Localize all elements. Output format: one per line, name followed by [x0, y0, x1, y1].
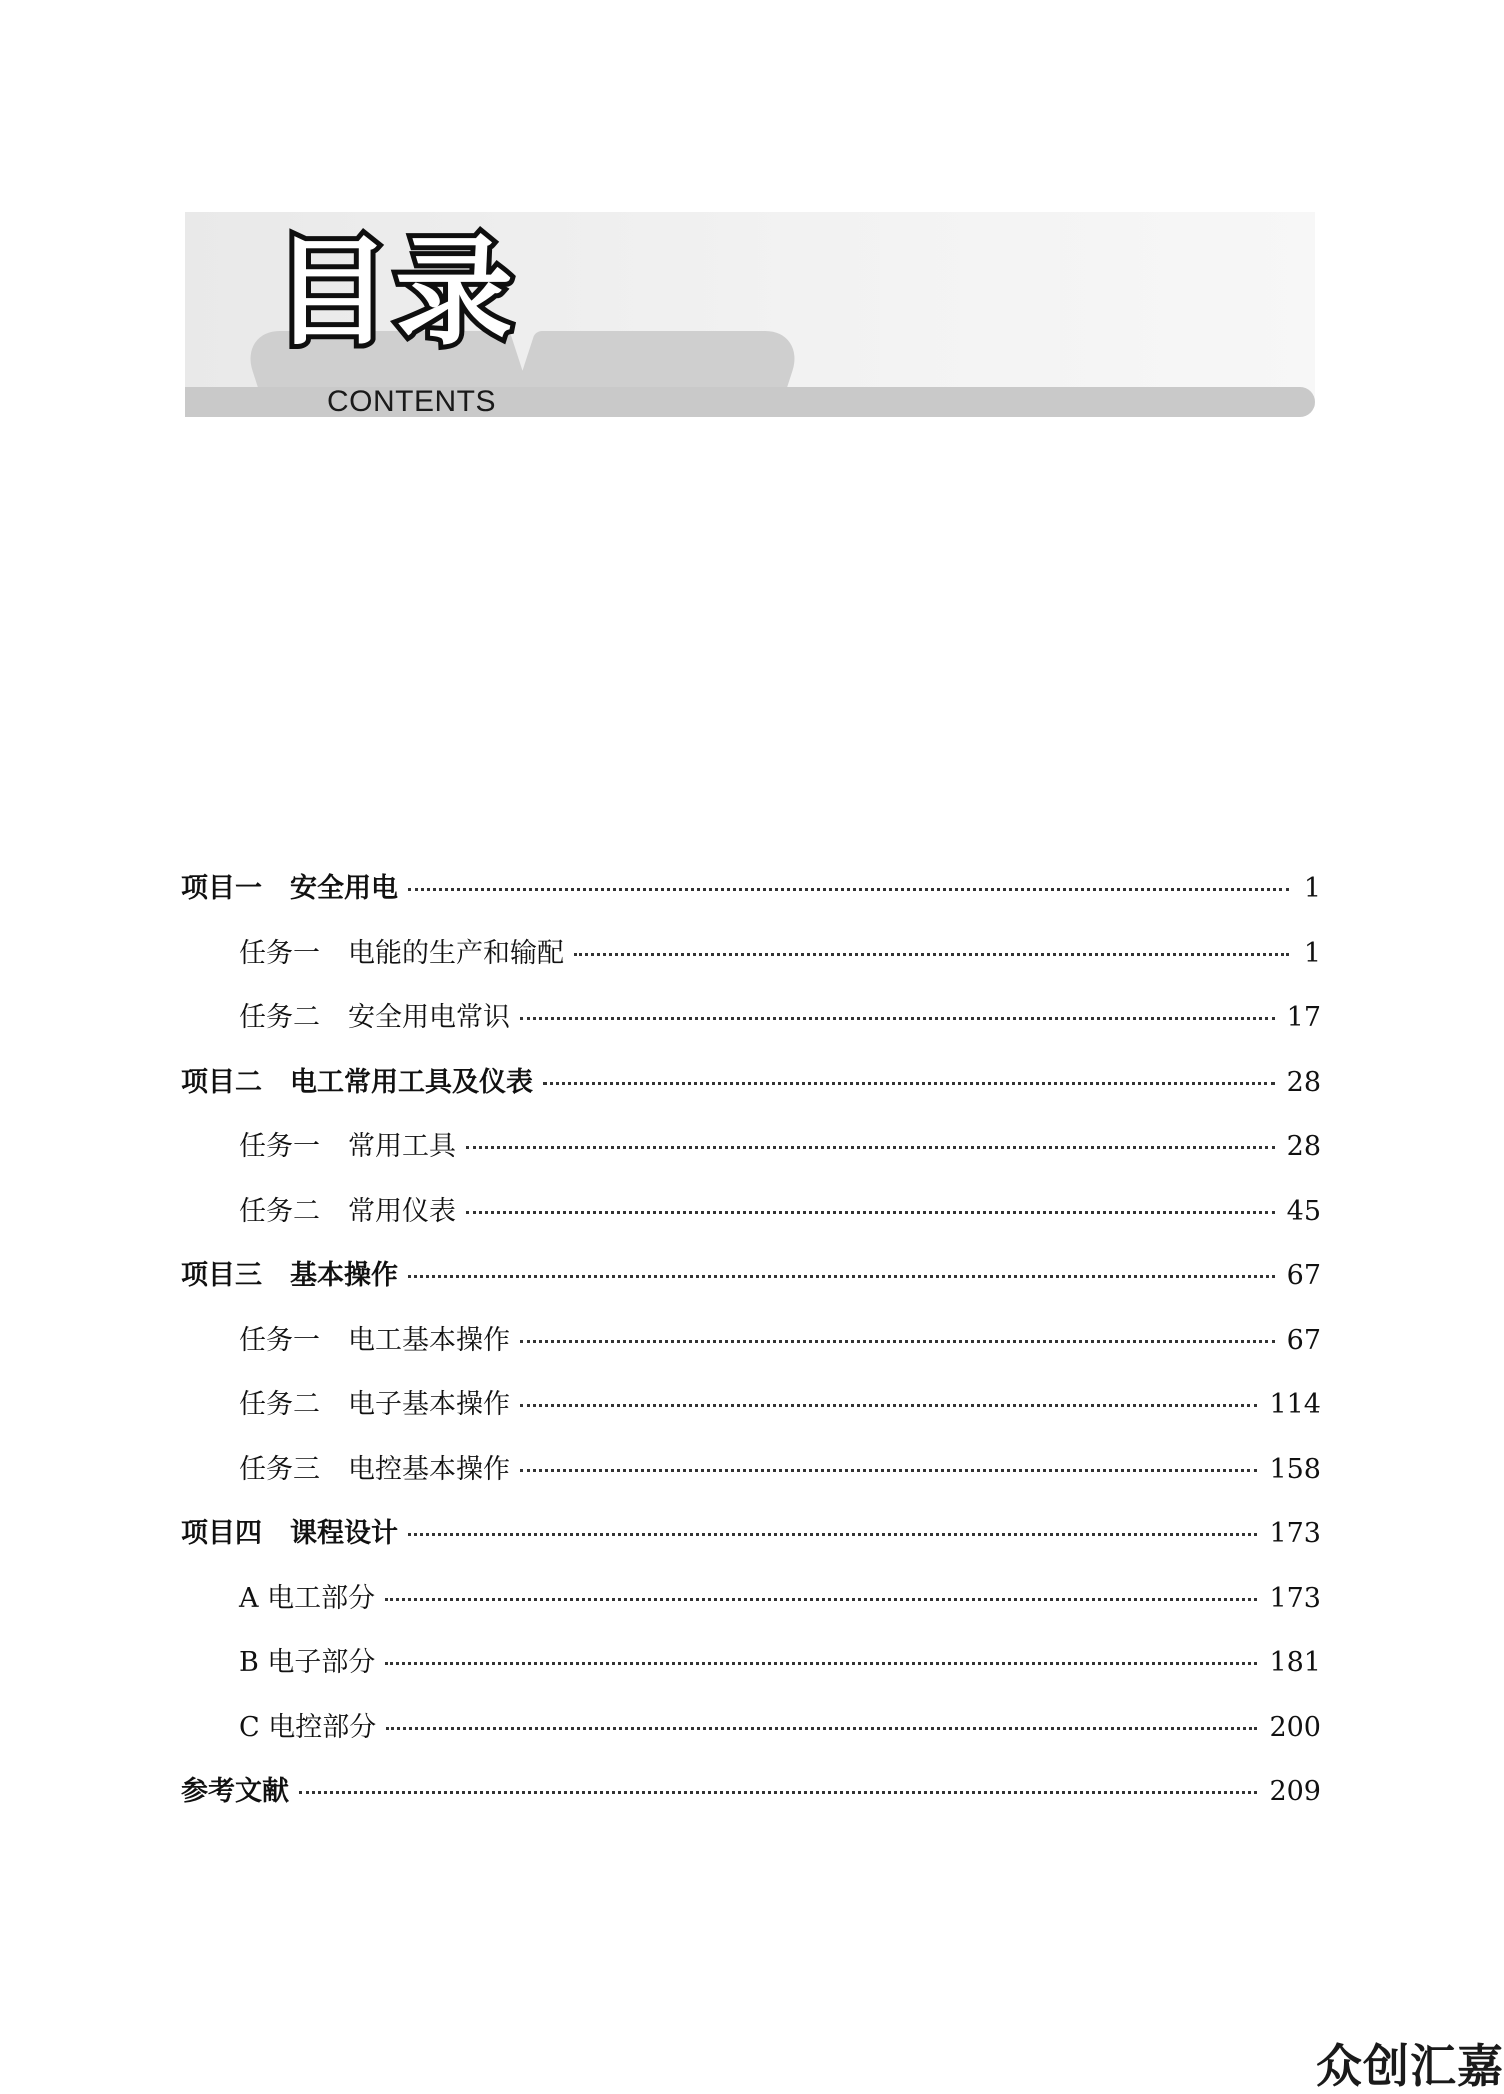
- toc-entry-title: 电工基本操作: [348, 1324, 510, 1356]
- toc-entry-task[interactable]: [181, 986, 1321, 1051]
- toc-entry-title: 电工常用工具及仪表: [290, 1066, 533, 1098]
- toc-entry-number: 任务二: [239, 1389, 320, 1420]
- toc-entry-page: 17: [1286, 1002, 1321, 1033]
- toc-entry-title: 电控基本操作: [348, 1453, 510, 1485]
- page-title: 目录: [273, 223, 518, 361]
- toc-entry-title: C 电控部分: [239, 1711, 377, 1743]
- toc-entry-task[interactable]: [181, 1180, 1321, 1245]
- leader-dots: [299, 1791, 1257, 1794]
- toc-entry-page: 1: [1303, 873, 1321, 904]
- leader-dots: [386, 1727, 1257, 1730]
- toc-entry-project-3[interactable]: [181, 1244, 1321, 1309]
- toc-entry-number: 项目二: [181, 1066, 262, 1098]
- toc-entry-task[interactable]: [181, 1309, 1321, 1374]
- toc-entry-task[interactable]: [181, 1373, 1321, 1438]
- leader-dots: [385, 1662, 1257, 1665]
- leader-dots: [408, 1275, 1275, 1278]
- toc-entry-number: 项目三: [181, 1260, 262, 1291]
- toc-entry-page: 67: [1286, 1324, 1321, 1356]
- toc-entry-title: 常用工具: [348, 1131, 456, 1162]
- toc-entry-number: 任务一: [239, 937, 320, 969]
- toc-entry-number: 任务一: [239, 1131, 320, 1162]
- page-subtitle: CONTENTS: [327, 385, 496, 418]
- leader-dots: [385, 1598, 1257, 1601]
- toc-entry-number: 任务一: [239, 1324, 320, 1356]
- toc-entry-title: 课程设计: [290, 1518, 398, 1549]
- toc-entry-title: 电子基本操作: [348, 1389, 510, 1420]
- toc-entry-title: 参考文献: [181, 1776, 289, 1807]
- watermark: 众创汇嘉: [1316, 2039, 1504, 2093]
- toc-entry-page: 200: [1269, 1711, 1321, 1743]
- toc-entry-page: 67: [1286, 1260, 1321, 1291]
- toc-entry-title: 常用仪表: [348, 1195, 456, 1227]
- contents-banner: [185, 212, 1315, 417]
- leader-dots: [520, 1340, 1275, 1343]
- toc-entry-page: 28: [1286, 1066, 1321, 1098]
- leader-dots: [520, 1469, 1257, 1472]
- toc-entry-task[interactable]: [181, 1438, 1321, 1503]
- toc-entry-page: 173: [1269, 1582, 1321, 1614]
- toc-entry-page: 209: [1269, 1776, 1321, 1807]
- toc-entry-section[interactable]: [181, 1696, 1321, 1761]
- toc-entry-number: 项目一: [181, 873, 262, 904]
- toc-entry-section[interactable]: [181, 1631, 1321, 1696]
- toc-entry-page: 158: [1269, 1453, 1321, 1485]
- toc-entry-number: 任务二: [239, 1002, 320, 1033]
- leader-dots: [574, 953, 1289, 956]
- toc-entry-page: 28: [1286, 1131, 1321, 1162]
- book-right-page: [515, 331, 806, 395]
- toc-entry-title: 安全用电常识: [348, 1002, 510, 1033]
- toc-entry-title: 安全用电: [290, 873, 398, 904]
- toc-entry-title: A 电工部分: [239, 1582, 376, 1614]
- leader-dots: [466, 1211, 1275, 1214]
- toc-entry-task[interactable]: [181, 922, 1321, 987]
- toc-entry-number: 项目四: [181, 1518, 262, 1549]
- toc-entry-page: 173: [1269, 1518, 1321, 1549]
- toc-entry-title: 电能的生产和输配: [348, 937, 564, 969]
- toc-entry-task[interactable]: [181, 1115, 1321, 1180]
- toc-entry-project-2[interactable]: [181, 1051, 1321, 1116]
- leader-dots: [408, 1533, 1257, 1536]
- toc-entry-project-4[interactable]: [181, 1502, 1321, 1567]
- toc-entry-references[interactable]: [181, 1760, 1321, 1825]
- toc-entry-page: 45: [1286, 1195, 1321, 1227]
- toc-entry-section[interactable]: [181, 1567, 1321, 1632]
- toc-entry-project-1[interactable]: [181, 857, 1321, 922]
- toc-entry-page: 1: [1303, 937, 1321, 969]
- toc-entry-number: 任务二: [239, 1195, 320, 1227]
- leader-dots: [520, 1404, 1257, 1407]
- toc-entry-page: 181: [1269, 1647, 1321, 1678]
- leader-dots: [466, 1146, 1275, 1149]
- leader-dots: [543, 1082, 1275, 1085]
- leader-dots: [408, 888, 1289, 891]
- toc-entry-number: 任务三: [239, 1453, 320, 1485]
- table-of-contents: [181, 857, 1321, 1825]
- toc-entry-title: 基本操作: [290, 1260, 398, 1291]
- toc-entry-page: 114: [1269, 1389, 1321, 1420]
- leader-dots: [520, 1017, 1275, 1020]
- toc-entry-title: B 电子部分: [239, 1647, 376, 1678]
